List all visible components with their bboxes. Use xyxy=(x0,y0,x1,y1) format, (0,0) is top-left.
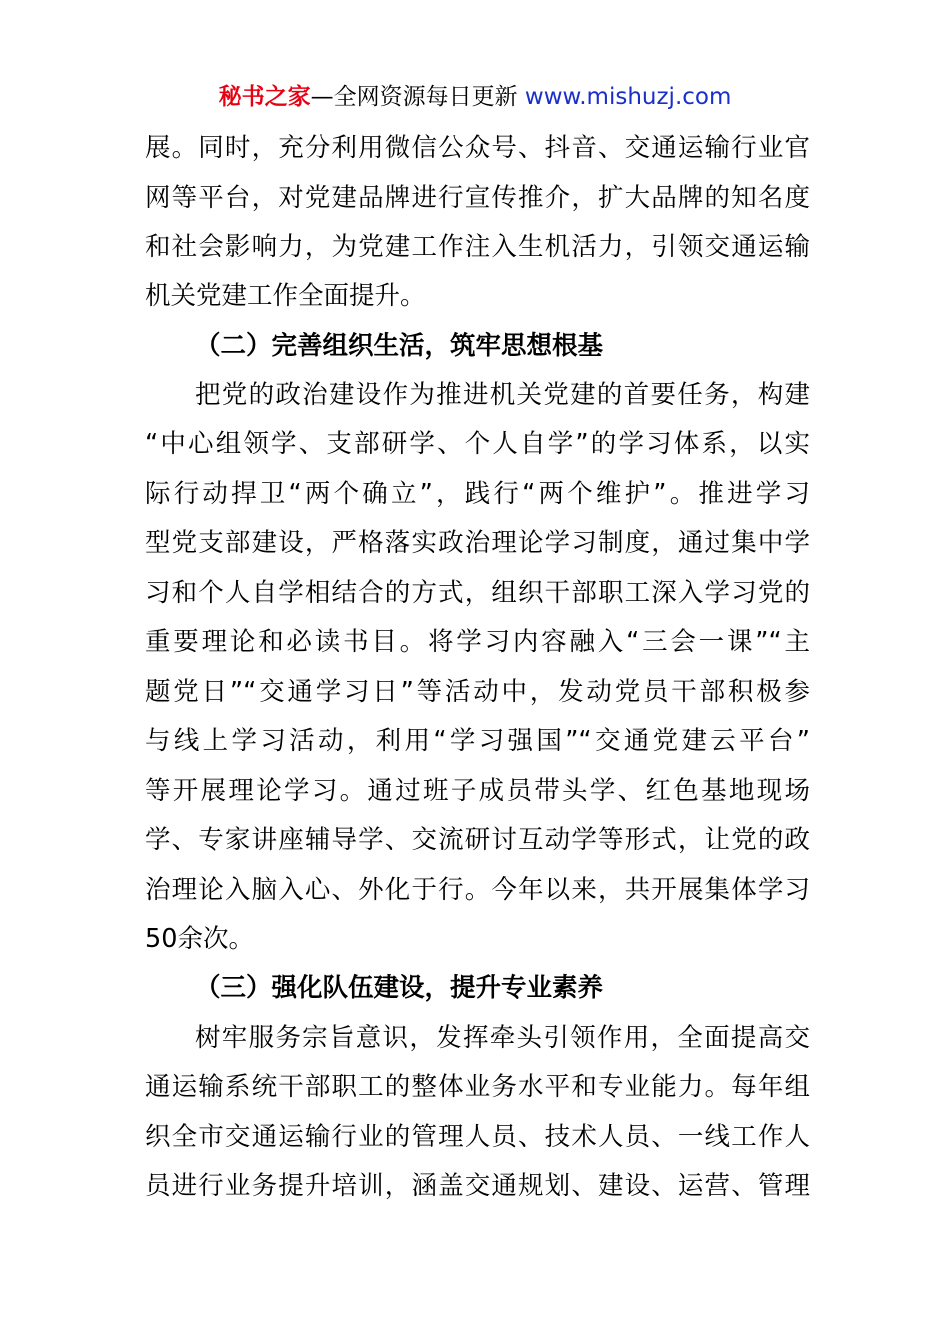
text-line: 通运输系统干部职工的整体业务水平和专业能力。每年组 xyxy=(145,1072,810,1102)
text-line: 际行动捍卫“两个确立”，践行“两个维护”。推进学习 xyxy=(145,479,810,509)
text-line: “中心组领学、支部研学、个人自学”的学习体系，以实 xyxy=(145,429,810,459)
site-header xyxy=(0,80,950,114)
text-line: 展。同时，充分利用微信公众号、抖音、交通运输行业官 xyxy=(145,133,810,163)
header-slogan: —全网资源每日更新 xyxy=(310,84,518,110)
text-line: 员进行业务提升培训，涵盖交通规划、建设、运营、管理 xyxy=(145,1171,810,1201)
text-line: 树牢服务宗旨意识，发挥牵头引领作用，全面提高交 xyxy=(195,1023,810,1053)
text-line: 习和个人自学相结合的方式，组织干部职工深入学习党的 xyxy=(145,578,810,608)
text-line: 把党的政治建设作为推进机关党建的首要任务，构建 xyxy=(195,380,810,410)
section-heading-2: （二）完善组织生活，筑牢思想根基 xyxy=(195,331,604,361)
header-url[interactable]: www.mishuzj.com xyxy=(524,84,732,110)
text-line: 50余次。 xyxy=(145,924,254,954)
text-line: 织全市交通运输行业的管理人员、技术人员、一线工作人 xyxy=(145,1122,810,1152)
text-line: 学、专家讲座辅导学、交流研讨互动学等形式，让党的政 xyxy=(145,825,810,855)
section-heading-3: （三）强化队伍建设，提升专业素养 xyxy=(195,973,604,1003)
text-line: 网等平台，对党建品牌进行宣传推介，扩大品牌的知名度 xyxy=(145,183,810,213)
text-line: 机关党建工作全面提升。 xyxy=(145,281,426,311)
text-line: 重要理论和必读书目。将学习内容融入“三会一课”“主 xyxy=(145,627,810,657)
text-line: 题党日”“交通学习日”等活动中，发动党员干部积极参 xyxy=(145,677,810,707)
brand-name: 秘书之家 xyxy=(218,84,311,110)
text-line: 等开展理论学习。通过班子成员带头学、红色基地现场 xyxy=(145,776,810,806)
text-line: 和社会影响力，为党建工作注入生机活力，引领交通运输 xyxy=(145,232,810,262)
text-line: 型党支部建设，严格落实政治理论学习制度，通过集中学 xyxy=(145,528,810,558)
text-line: 与线上学习活动，利用“学习强国”“交通党建云平台” xyxy=(145,726,810,756)
text-line: 治理论入脑入心、外化于行。今年以来，共开展集体学习 xyxy=(145,875,810,905)
